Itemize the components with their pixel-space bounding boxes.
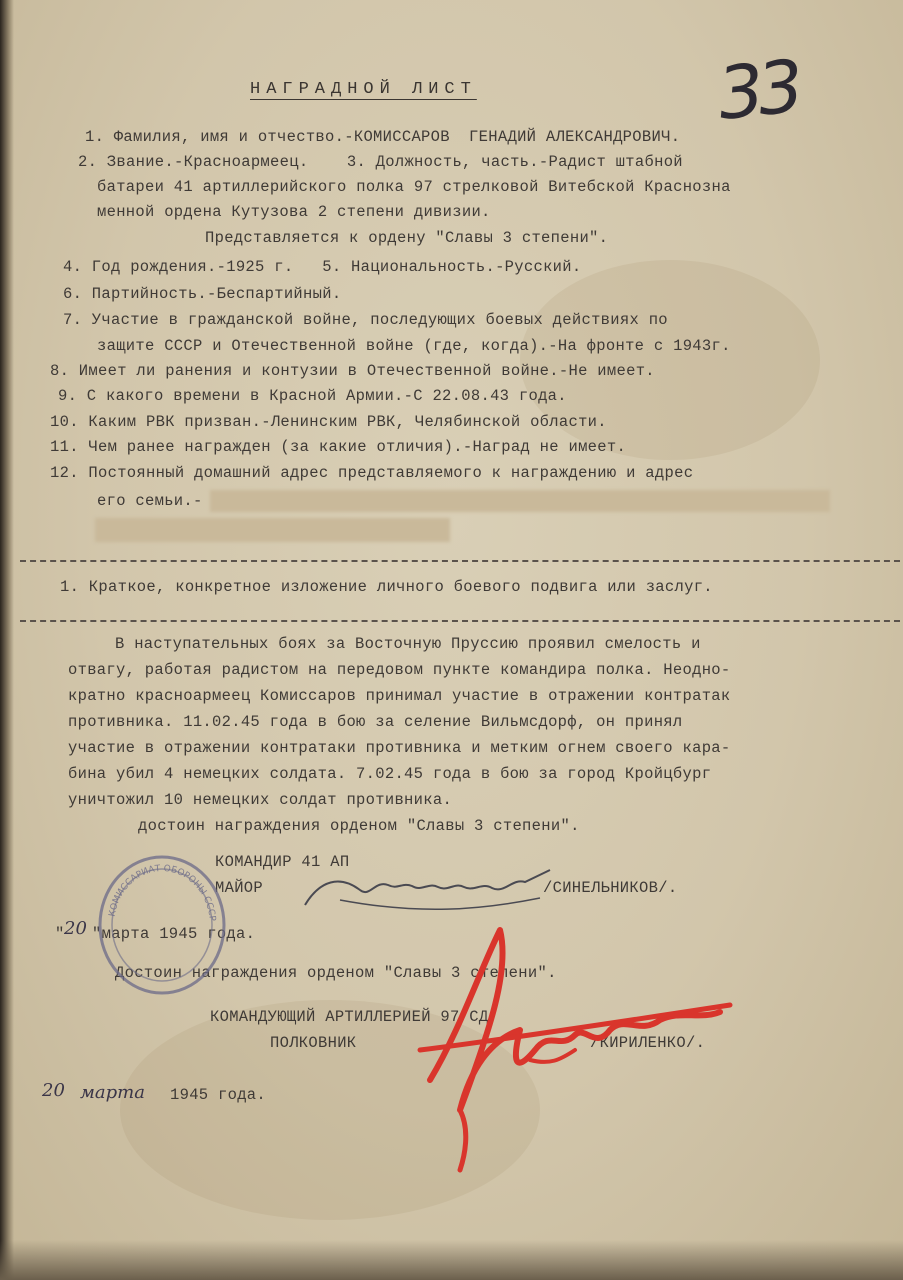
line-13: 12. Постоянный домашний адрес представляемого к награждению и адрес bbox=[50, 464, 694, 482]
commander-name: /СИНЕЛЬНИКОВ/. bbox=[543, 879, 678, 897]
date2-rest: 1945 года. bbox=[170, 1086, 267, 1104]
document-title: НАГРАДНОЙ ЛИСТ bbox=[250, 80, 477, 99]
line-11: 10. Каким РВК призван.-Ленинским РВК, Челябинской области. bbox=[50, 413, 607, 431]
resolution: Достоин награждения орденом "Славы 3 степени". bbox=[115, 964, 557, 982]
dashed-separator bbox=[20, 620, 900, 622]
page-edge bbox=[0, 0, 14, 1280]
narrative-line-3: кратно красноармеец Комиссаров принимал участие в отражении контратак bbox=[68, 687, 731, 705]
narrative-line-7: уничтожил 10 немецких солдат противника. bbox=[68, 791, 453, 809]
line-9: 8. Имеет ли ранения и контузии в Отечественной войне.-Не имеет. bbox=[50, 362, 655, 380]
narrative-line-4: противника. 11.02.45 года в бою за селение Вильмсдорф, он принял bbox=[68, 713, 683, 731]
line-14: его семьи.- bbox=[97, 492, 203, 510]
date2-handwritten-day: 20 bbox=[42, 1080, 65, 1101]
narrative-line-5: участие в отражении контратаки противника и метким огнем своего кара- bbox=[68, 739, 731, 757]
redaction-bar bbox=[95, 518, 450, 542]
redaction-bar bbox=[210, 490, 830, 512]
artillery-commander-name: /КИРИЛЕНКО/. bbox=[590, 1034, 706, 1052]
narrative-line-6: бина убил 4 немецких солдата. 7.02.45 года в бою за город Кройцбург bbox=[68, 765, 712, 783]
line-award: Представляется к ордену "Славы 3 степени". bbox=[205, 229, 609, 247]
line-1: 1. Фамилия, имя и отчество.-КОМИССАРОВ ГЕНАДИЙ АЛЕКСАНДРОВИЧ. bbox=[85, 128, 681, 146]
line-6: 6. Партийность.-Беспартийный. bbox=[63, 285, 342, 303]
line-8: защите СССР и Отечественной войне (где, когда).-На фронте с 1943г. bbox=[97, 337, 731, 355]
artillery-commander-rank: ПОЛКОВНИК bbox=[270, 1034, 357, 1052]
line-7: 7. Участие в гражданской войне, последующих боевых действиях по bbox=[63, 311, 668, 329]
commander-rank: МАЙОР bbox=[215, 879, 264, 897]
svg-text:КОМИССАРИАТ ОБОРОНЫ СССР: КОМИССАРИАТ ОБОРОНЫ СССР bbox=[107, 863, 217, 922]
narrative-line-1: В наступательных боях за Восточную Пруссию проявил смелость и bbox=[115, 635, 701, 653]
line-3: батареи 41 артиллерийского полка 97 стрелковой Витебской Краснозна bbox=[97, 178, 731, 196]
page-edge-bottom bbox=[0, 1240, 903, 1280]
artillery-commander-position: КОМАНДУЮЩИЙ АРТИЛЛЕРИЕЙ 97 СД bbox=[210, 1008, 489, 1026]
line-2: 2. Звание.-Красноармеец. 3. Должность, часть.-Радист штабной bbox=[78, 153, 683, 171]
archive-number: 33 bbox=[713, 44, 802, 136]
narrative-line-2: отвагу, работая радистом на передовом пункте командира полка. Неодно- bbox=[68, 661, 731, 679]
line-12: 11. Чем ранее награжден (за какие отличия).-Наград не имеет. bbox=[50, 438, 627, 456]
line-4: менной ордена Кутузова 2 степени дивизии. bbox=[97, 203, 491, 221]
dashed-separator bbox=[20, 560, 900, 562]
date2-handwritten-month: марта bbox=[80, 1082, 145, 1103]
section-heading: 1. Краткое, конкретное изложение личного боевого подвига или заслуг. bbox=[60, 578, 713, 596]
commander-position: КОМАНДИР 41 АП bbox=[215, 853, 350, 871]
round-stamp bbox=[92, 850, 232, 1000]
narrative-conclusion: достоин награждения орденом "Славы 3 степени". bbox=[138, 817, 580, 835]
line-5: 4. Год рождения.-1925 г. 5. Национальность.-Русский. bbox=[63, 258, 582, 276]
date1-quote: " bbox=[55, 925, 65, 943]
date1-rest: "марта 1945 года. bbox=[92, 925, 256, 943]
signature-artillery-commander bbox=[400, 910, 740, 1180]
date1-handwritten-day: 20 bbox=[64, 918, 87, 939]
line-10: 9. С какого времени в Красной Армии.-С 22.08.43 года. bbox=[58, 387, 567, 405]
